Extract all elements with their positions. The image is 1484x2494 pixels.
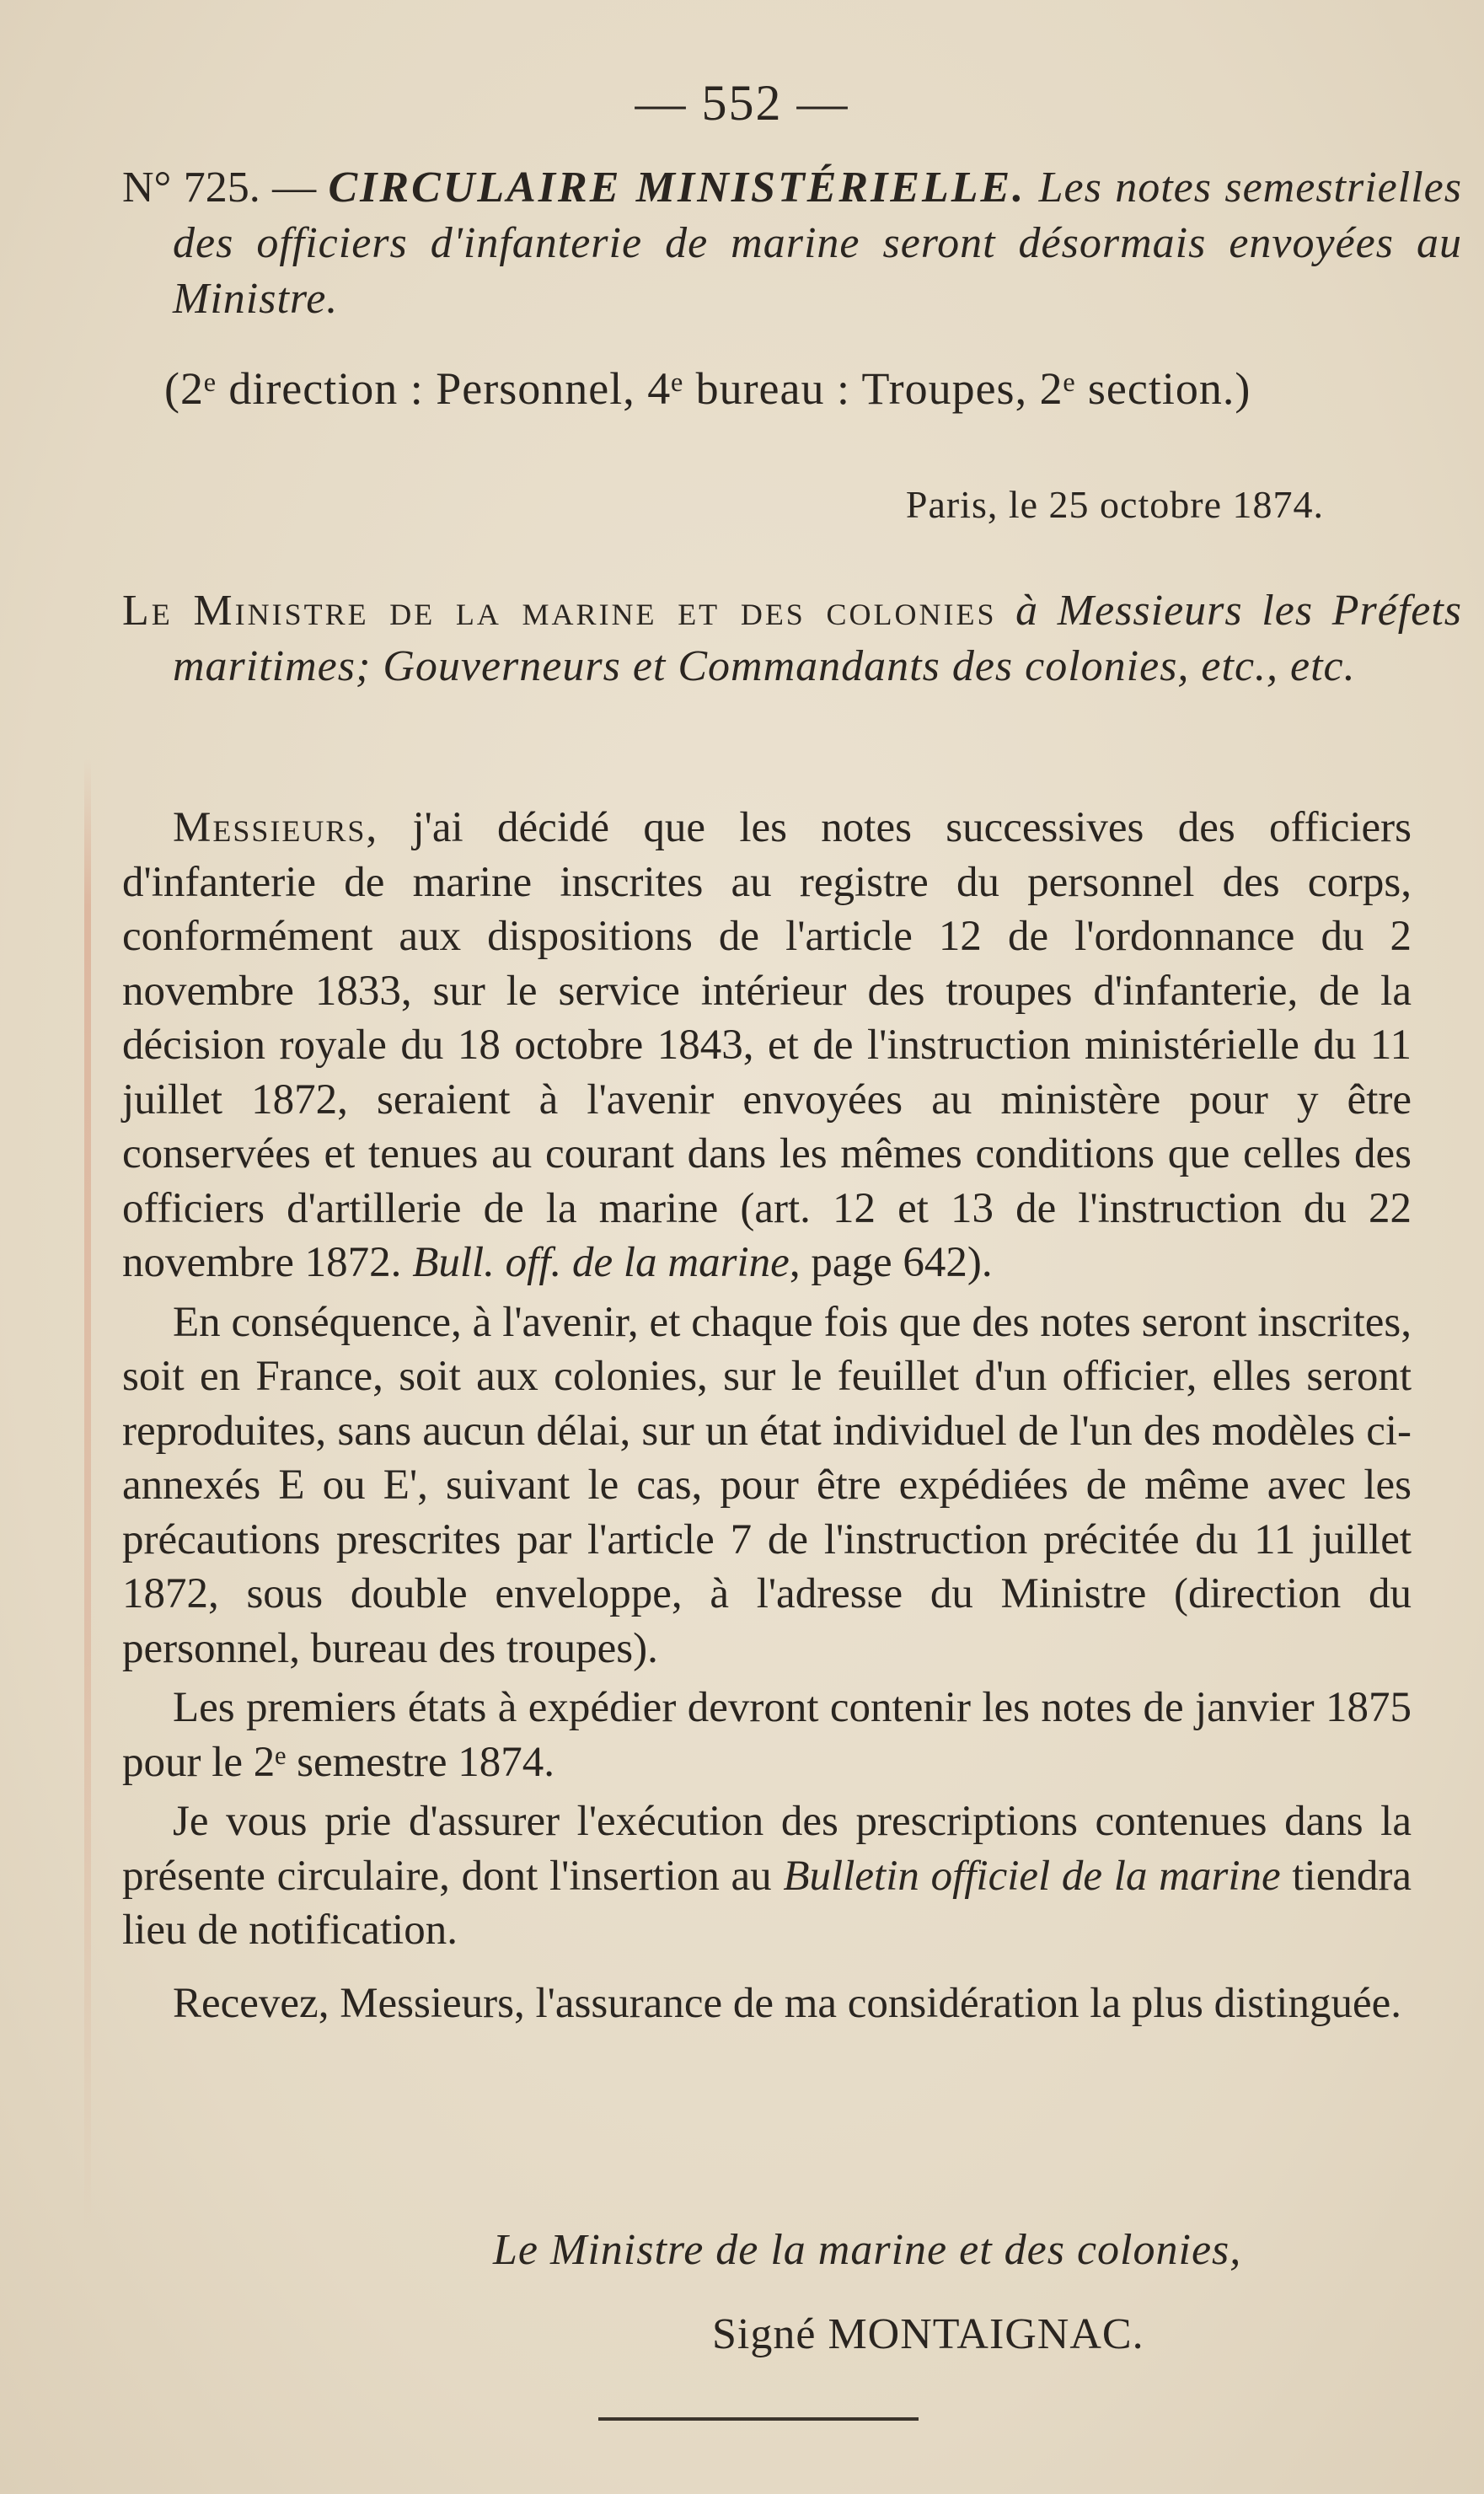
paragraph-5: Recevez, Messieurs, l'assurance de ma considération la plus distinguée. [173,1979,1401,2027]
salutation: Messieurs, [173,804,379,851]
dateline: Paris, le 25 octobre 1874. [905,483,1324,526]
signatory-title: Le Ministre de la marine et des colonies, [493,2226,1242,2274]
margin-stain [84,759,91,2242]
address-to: Messieurs les Préfets maritimes; Gouverneurs et Commandants des colonies, etc., etc. [173,587,1463,690]
address-connector: à [996,587,1058,635]
address-from: Le Ministre de la marine et des colonies [122,587,997,635]
paragraph-2: En conséquence, à l'avenir, et chaque fois que des notes seront inscrites, soit en France, soit aux colonies, sur le feuillet d'un officier, elles seront reproduites, sans aucun délai, sur un état individuel de l'un des modèles ci-annexés E ou E', suivant le cas, pour être expédiées de même avec les précautions prescrites par l'article 7 de l'instruction précitée du 11 juillet 1872, sous double enveloppe, à l'adresse du Ministre (direction du personnel, bureau des troupes). [122,1298,1412,1672]
letter-body [122,801,1412,2035]
address-block [122,583,1462,695]
signed-name: Signé MONTAIGNAC. [712,2310,1144,2358]
paragraph-1 [122,801,1412,1290]
circular-description: Les notes semestrielles des officiers d'infanterie de marine seront désormais envoyées au Ministre. [173,164,1462,323]
direction-line: (2ᵉ direction : Personnel, 4ᵉ bureau : Troupes, 2ᵉ section.) [164,363,1251,414]
paragraph-1-text-a: j'ai décidé que les notes successives des officiers d'infanterie de marine inscrites au registre du personnel des corps, conformément aux dispositions de l'article 12 de l'ordonnance du 2 novembre 1833, sur le service intérieur des troupes d'infanterie, de la décision royale du 18 octobre 1843, et de l'instruction ministérielle du 11 juillet 1872, seraient à l'avenir envoyées au ministère pour y être conservées et tenues au courant dans les mêmes conditions que celles des officiers d'artillerie de la marine (art. 12 et 13 de l'instruction du 22 novembre 1872. [122,804,1412,1286]
circular-title: CIRCULAIRE MINISTÉRIELLE. [328,164,1026,212]
circular-number: N° 725. — [122,164,329,212]
paragraph-4-citation: Bulletin officiel de la marine [783,1852,1281,1900]
end-rule [598,2417,919,2421]
paragraph-4-text-a: Je vous prie d'assurer l'exécution des prescriptions contenues dans la présente circulaire, dont l'insertion au [122,1798,1412,1900]
paragraph-3: Les premiers états à expédier devront contenir les notes de janvier 1875 pour le 2ᵉ semestre 1874. [122,1684,1412,1786]
page-number: — 552 — [635,75,849,131]
circular-heading [122,160,1462,327]
paragraph-4-text-b: tiendra lieu de notification. [122,1852,1412,1954]
paragraph-1-citation: Bull. off. de la marine [412,1239,790,1286]
paragraph-4 [122,1794,1412,1958]
paragraph-1-text-b: , page 642). [789,1239,993,1286]
